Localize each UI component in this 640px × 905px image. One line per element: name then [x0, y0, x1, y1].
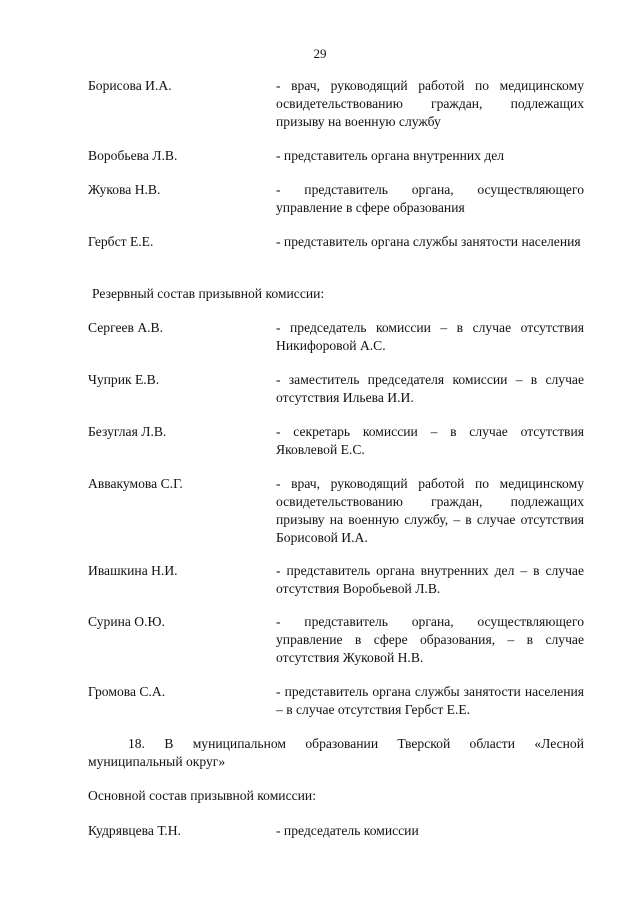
member-role: - представитель органа внутренних дел – в случае отсутствия Воробьевой Л.В.	[276, 563, 584, 596]
member-role: - представитель органа внутренних дел	[276, 148, 505, 163]
member-name: Чуприк Е.В.	[88, 372, 160, 387]
member-name: Ивашкина Н.И.	[88, 563, 178, 578]
member-name: Безуглая Л.В.	[88, 424, 167, 439]
page-number: 29	[313, 46, 327, 61]
member-name: Борисова И.А.	[88, 78, 172, 93]
section-18-paragraph: 18. В муниципальном образовании Тверской области «Лесной муниципальный округ»	[88, 736, 584, 769]
member-name: Жукова Н.В.	[88, 182, 161, 197]
member-role: - представитель органа службы занятости населения – в случае отсутствия Гербст Е.Е.	[276, 684, 584, 717]
member-role: - врач, руководящий работой по медицинскому освидетельствованию граждан, подлежащих призыву на военную службу	[276, 78, 584, 129]
member-role: - председатель комиссии	[276, 823, 419, 838]
main-heading: Основной состав призывной комиссии:	[88, 788, 316, 803]
member-role: - заместитель председателя комиссии – в случае отсутствия Ильева И.И.	[276, 372, 584, 405]
member-role: - представитель органа, осуществляющего управление в сфере образования, – в случае отсутствия Жуковой Н.В.	[276, 614, 584, 665]
member-name: Аввакумова С.Г.	[88, 476, 183, 491]
member-name: Громова С.А.	[88, 684, 166, 699]
reserve-heading: Резервный состав призывной комиссии:	[92, 286, 325, 301]
member-role: - врач, руководящий работой по медицинскому освидетельствованию граждан, подлежащих призыву на военную службу, – в случае отсутствия Борисовой И.А.	[276, 476, 584, 545]
member-name: Гербст Е.Е.	[88, 234, 154, 249]
member-role: - представитель органа, осуществляющего управление в сфере образования	[276, 182, 584, 215]
member-name: Воробьева Л.В.	[88, 148, 178, 163]
member-role: - представитель органа службы занятости населения	[276, 234, 581, 249]
member-name: Сурина О.Ю.	[88, 614, 165, 629]
member-name: Сергеев А.В.	[88, 320, 164, 335]
member-role: - секретарь комиссии – в случае отсутствия Яковлевой Е.С.	[276, 424, 584, 457]
member-role: - председатель комиссии – в случае отсутствия Никифоровой А.С.	[276, 320, 584, 353]
member-name: Кудрявцева Т.Н.	[88, 823, 181, 838]
